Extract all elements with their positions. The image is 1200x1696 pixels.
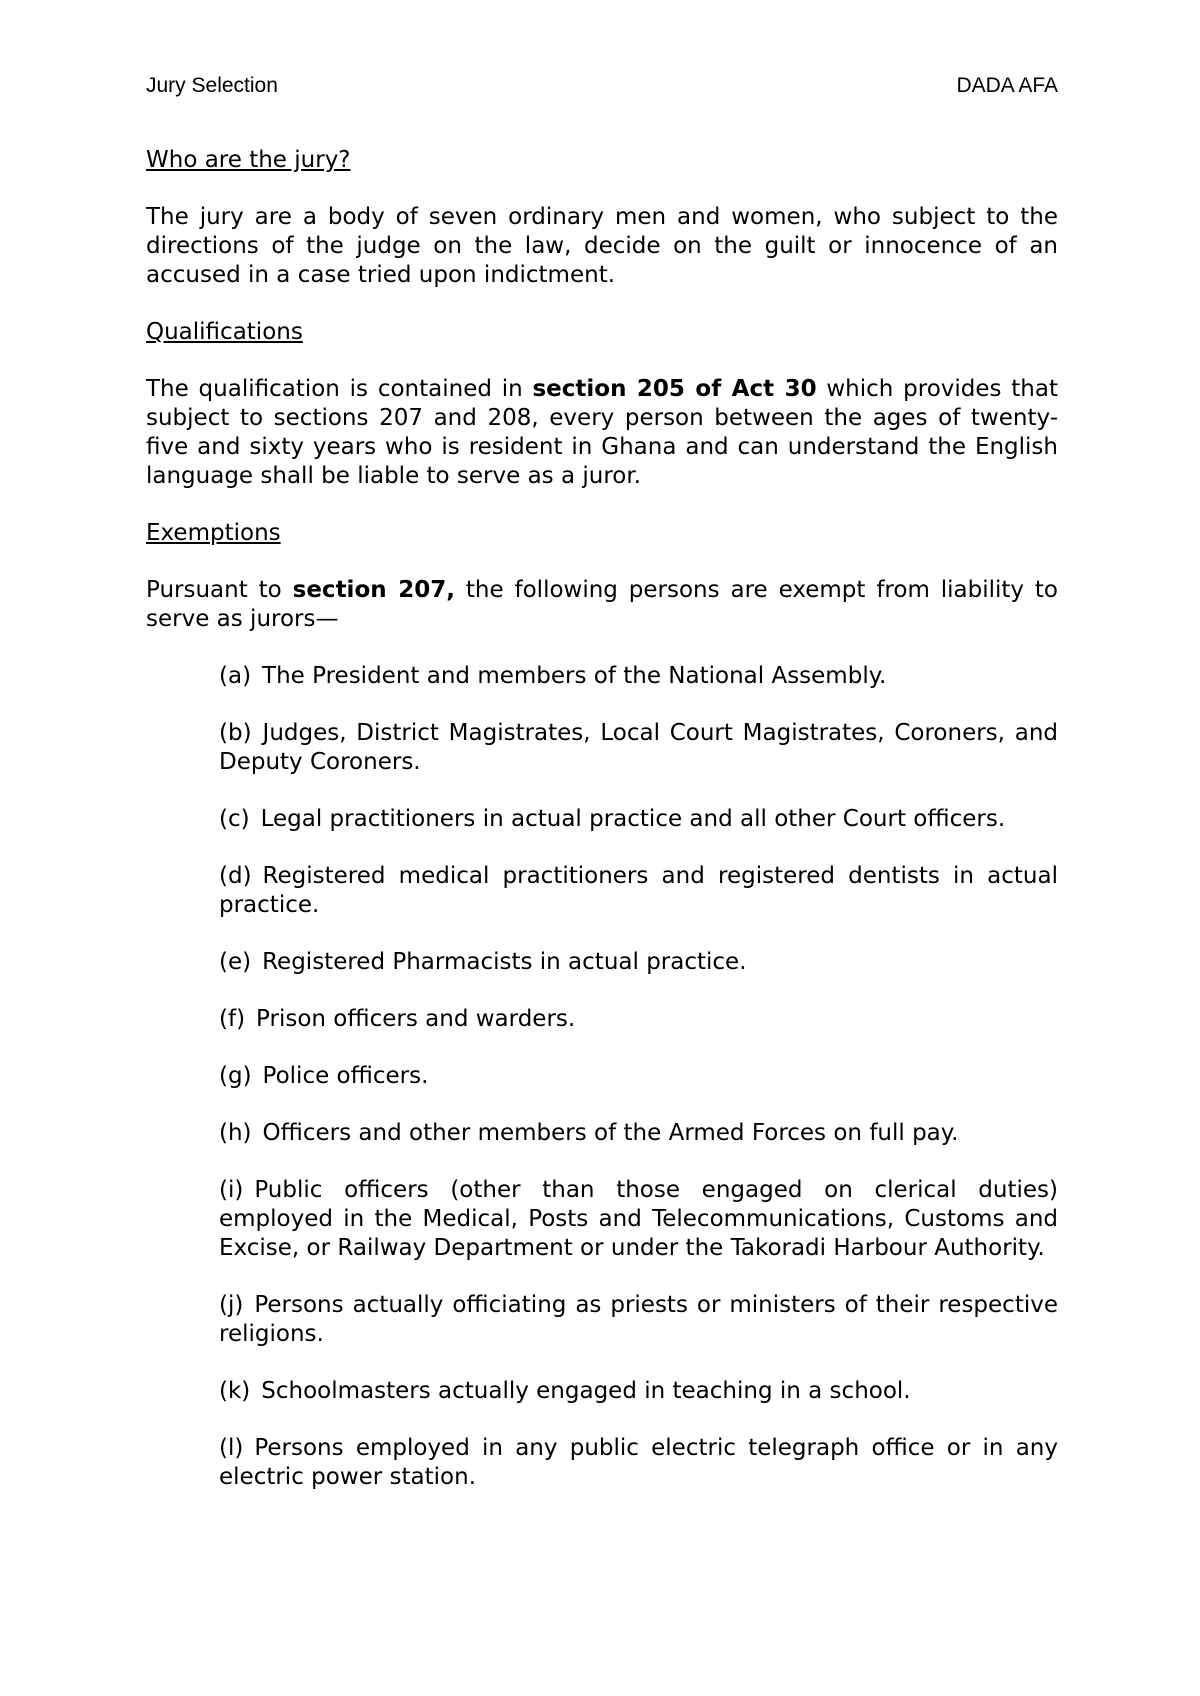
exemption-item-f	[219, 1005, 1058, 1034]
exemption-item-a	[219, 662, 1058, 691]
exemption-label: (i)	[219, 1177, 244, 1203]
exemption-text: Legal practitioners in actual practice and all other Court officers.	[260, 806, 1006, 832]
paragraph-exemptions-intro	[146, 576, 1058, 634]
exemptions-section-reference: section 207,	[292, 577, 455, 603]
exemption-text: Police officers.	[262, 1063, 429, 1089]
exemption-label: (l)	[219, 1435, 244, 1461]
exemption-label: (g)	[219, 1063, 252, 1089]
exemptions-text-after: the following persons are exempt from liability to serve as jurors—	[146, 577, 1058, 632]
exemption-label: (c)	[219, 806, 250, 832]
exemption-item-d	[219, 862, 1058, 920]
exemption-text: Officers and other members of the Armed Forces on full pay.	[262, 1120, 959, 1146]
exemption-item-g	[219, 1062, 1058, 1091]
qualifications-text-before: The qualification is contained in	[146, 376, 533, 402]
exemption-label: (f)	[219, 1006, 246, 1032]
exemption-item-c	[219, 805, 1058, 834]
header-title: Jury Selection	[146, 74, 278, 97]
exemption-text: Schoolmasters actually engaged in teaching in a school.	[261, 1378, 911, 1404]
exemption-label: (b)	[219, 720, 252, 746]
exemption-label: (h)	[219, 1120, 252, 1146]
exemptions-list	[146, 662, 1058, 1492]
heading-qualifications: Qualifications	[146, 319, 303, 345]
exemption-label: (a)	[219, 663, 252, 689]
exemption-item-b	[219, 719, 1058, 777]
exemption-item-h	[219, 1119, 1058, 1148]
paragraph-jury-definition: The jury are a body of seven ordinary men and women, who subject to the directions of the judge on the law, decide on the guilt or innocence of an accused in a case tried upon indictment.	[146, 204, 1058, 288]
header-author: DADA AFA	[956, 74, 1058, 97]
exemption-text: Judges, District Magistrates, Local Court Magistrates, Coroners, and Deputy Coroners.	[219, 720, 1058, 775]
document-body	[146, 146, 1058, 1520]
exemption-text: Persons actually officiating as priests or ministers of their respective religions.	[219, 1292, 1058, 1347]
exemption-text: Prison officers and warders.	[256, 1006, 576, 1032]
exemption-label: (d)	[219, 863, 252, 889]
exemption-text: Persons employed in any public electric telegraph office or in any electric power station.	[219, 1435, 1058, 1490]
qualifications-section-reference: section 205 of Act 30	[532, 376, 817, 402]
exemption-label: (e)	[219, 949, 252, 975]
exemption-item-l	[219, 1434, 1058, 1492]
exemptions-text-before: Pursuant to	[146, 577, 293, 603]
exemption-item-j	[219, 1291, 1058, 1349]
exemption-label: (k)	[219, 1378, 251, 1404]
heading-exemptions: Exemptions	[146, 520, 281, 546]
heading-who-are-the-jury: Who are the jury?	[146, 147, 351, 173]
exemption-text: Public officers (other than those engaged on clerical duties) employed in the Medical, Posts and Telecommunications, Customs and Excise, or Railway Department or under the Takoradi Harbour Authority.	[219, 1177, 1058, 1261]
exemption-item-k	[219, 1377, 1058, 1406]
page-header	[146, 74, 1058, 104]
exemption-text: The President and members of the National Assembly.	[262, 663, 887, 689]
paragraph-qualifications	[146, 375, 1058, 491]
exemption-item-e	[219, 948, 1058, 977]
exemption-text: Registered medical practitioners and registered dentists in actual practice.	[219, 863, 1058, 918]
exemption-text: Registered Pharmacists in actual practice.	[262, 949, 747, 975]
exemption-item-i	[219, 1176, 1058, 1263]
qualifications-text-after: which provides that subject to sections 207 and 208, every person between the ages of twenty-five and sixty years who is resident in Ghana and can understand the English language shall be liable to serve as a juror.	[146, 376, 1058, 489]
exemption-label: (j)	[219, 1292, 244, 1318]
